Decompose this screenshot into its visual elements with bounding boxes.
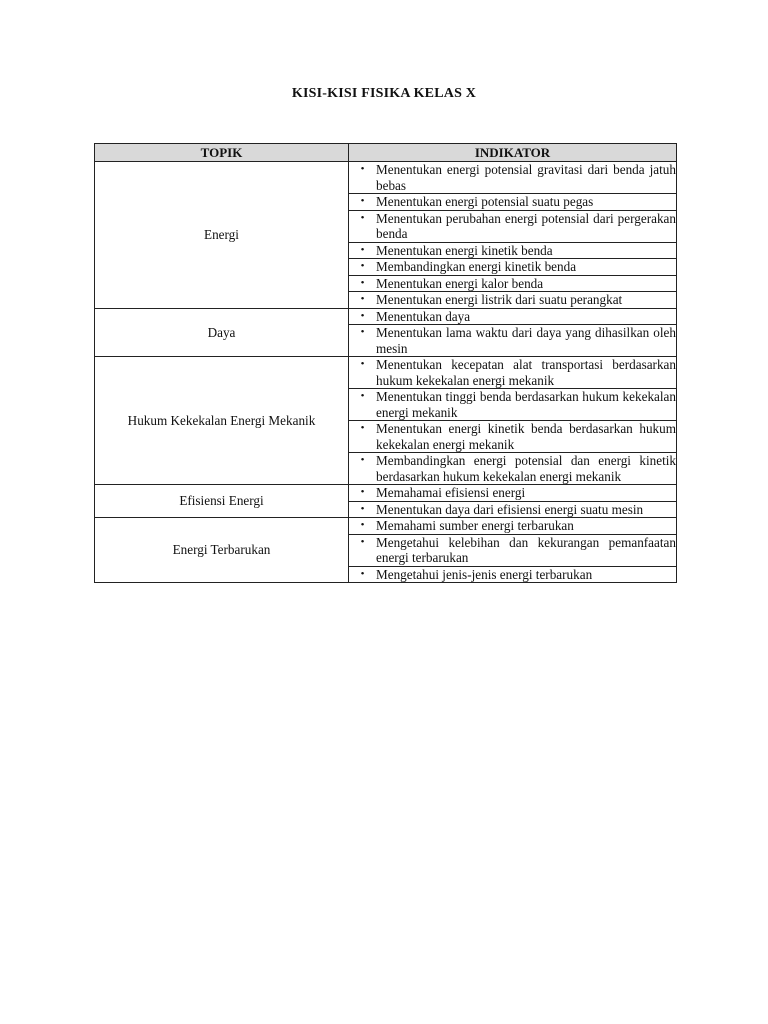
indikator-item (349, 194, 676, 210)
indikator-cell (349, 242, 677, 259)
table-body (95, 162, 677, 583)
topik-cell: Efisiensi Energi (95, 485, 349, 518)
indikator-text: Mengetahui jenis-jenis energi terbarukan (376, 566, 593, 582)
indikator-item (349, 389, 676, 420)
indikator-cell (349, 421, 677, 453)
bullet-icon: • (360, 422, 365, 434)
indikator-text: Menentukan daya (376, 308, 471, 324)
indikator-text: Mengetahui kelebihan dan kekurangan pemanfaatan energi terbarukan (376, 534, 676, 565)
indikator-cell (349, 518, 677, 535)
bullet-icon: • (360, 195, 365, 207)
document-title: KISI-KISI FISIKA KELAS X (291, 86, 477, 101)
bullet-icon: • (360, 211, 365, 224)
indikator-text: Menentukan daya dari efisiensi energi suatu mesin (376, 501, 644, 517)
bullet-icon: • (360, 358, 365, 370)
indikator-item (349, 325, 676, 356)
indikator-item (349, 421, 676, 452)
indikator-cell (349, 308, 677, 325)
indikator-text: Menentukan perubahan energi potensial dari pergerakan benda (376, 210, 676, 241)
indikator-cell (349, 389, 677, 421)
topik-cell: Hukum Kekekalan Energi Mekanik (95, 357, 349, 485)
indikator-item (349, 535, 676, 566)
indikator-text: Memahamai efisiensi energi (376, 485, 526, 500)
indikator-cell (349, 357, 677, 389)
indikator-item (349, 211, 676, 242)
indikator-text: Menentukan energi kinetik benda (376, 242, 553, 258)
indikator-item (349, 276, 676, 292)
bullet-icon: • (360, 390, 365, 402)
header-row (95, 144, 677, 162)
indikator-item (349, 357, 676, 388)
indikator-item (349, 162, 676, 193)
indikator-cell (349, 194, 677, 211)
table-row (95, 485, 677, 502)
bullet-icon: • (360, 163, 365, 175)
indikator-cell (349, 501, 677, 518)
indikator-cell (349, 210, 677, 242)
table-row (95, 308, 677, 325)
bullet-icon: • (360, 486, 365, 498)
indikator-item (349, 502, 676, 518)
indikator-cell (349, 566, 677, 583)
bullet-icon: • (360, 309, 365, 322)
bullet-icon: • (360, 293, 365, 305)
indikator-text: Menentukan energi potensial suatu pegas (376, 194, 594, 209)
table-row (95, 357, 677, 389)
indikator-text: Menentukan energi listrik dari suatu perangkat (376, 292, 623, 307)
bullet-icon: • (360, 567, 365, 580)
topik-cell: Energi (95, 162, 349, 309)
indikator-item (349, 567, 676, 583)
indikator-cell (349, 275, 677, 292)
indikator-cell (349, 162, 677, 194)
indikator-text: Menentukan kecepatan alat transportasi berdasarkan hukum kekekalan energi mekanik (376, 357, 676, 388)
header-indikator: INDIKATOR (349, 144, 677, 162)
kisi-kisi-table (94, 143, 677, 583)
bullet-icon: • (360, 276, 365, 289)
table-row (95, 518, 677, 535)
indikator-item (349, 485, 676, 501)
bullet-icon: • (360, 260, 365, 272)
indikator-text: Membandingkan energi potensial dan energi kinetik berdasarkan hukum kekekalan energi mekanik (376, 453, 676, 484)
indikator-text: Menentukan energi kinetik benda berdasarkan hukum kekekalan energi mekanik (376, 421, 676, 452)
indikator-cell (349, 259, 677, 276)
bullet-icon: • (360, 519, 365, 531)
indikator-text: Menentukan energi kalor benda (376, 275, 544, 291)
indikator-cell (349, 534, 677, 566)
bullet-icon: • (360, 243, 365, 256)
indikator-text: Menentukan energi potensial gravitasi dari benda jatuh bebas (376, 162, 676, 193)
indikator-item (349, 309, 676, 325)
indikator-item (349, 243, 676, 259)
indikator-text: Menentukan tinggi benda berdasarkan hukum kekekalan energi mekanik (376, 389, 676, 420)
indikator-cell (349, 325, 677, 357)
indikator-text: Membandingkan energi kinetik benda (376, 259, 577, 274)
indikator-item (349, 259, 676, 275)
table-header (95, 144, 677, 162)
indikator-item (349, 453, 676, 484)
bullet-icon: • (360, 502, 365, 515)
topik-cell: Daya (95, 308, 349, 357)
indikator-text: Menentukan lama waktu dari daya yang dihasilkan oleh mesin (376, 325, 676, 356)
topik-cell: Energi Terbarukan (95, 518, 349, 583)
indikator-item (349, 292, 676, 308)
indikator-cell (349, 292, 677, 309)
header-topik: TOPIK (95, 144, 349, 162)
bullet-icon: • (360, 326, 365, 338)
indikator-item (349, 518, 676, 534)
indikator-text: Memahami sumber energi terbarukan (376, 518, 574, 533)
bullet-icon: • (360, 454, 365, 466)
bullet-icon: • (360, 535, 365, 548)
indikator-cell (349, 453, 677, 485)
table-row (95, 162, 677, 194)
indikator-cell (349, 485, 677, 502)
